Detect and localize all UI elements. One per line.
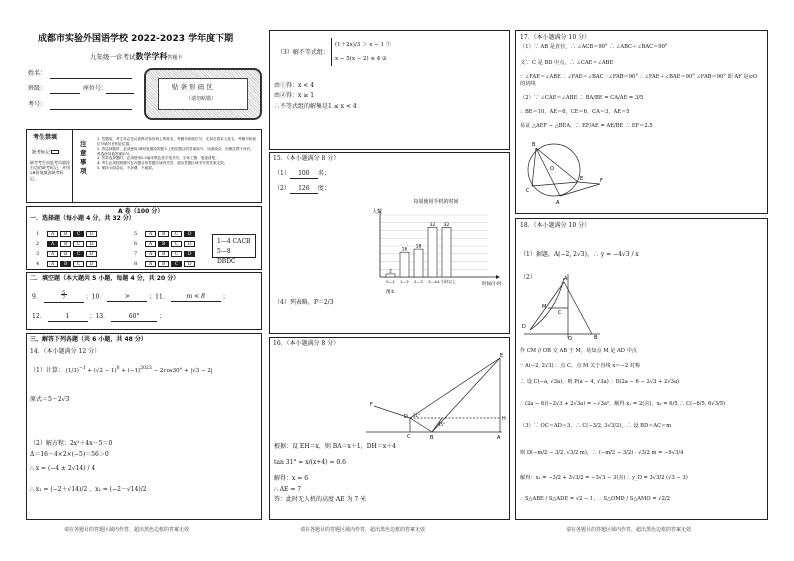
svg-text:C: C bbox=[526, 188, 530, 194]
x-axis-arrow bbox=[496, 275, 500, 279]
svg-text:B: B bbox=[430, 435, 434, 440]
attention-title: 注 意 事 项 bbox=[80, 140, 87, 176]
q17-line4: （2）∵ ∠CAE＝∠ABE ∴ BA/BE = CA/AE = 3/5 bbox=[520, 95, 644, 101]
section-b-title: 三、解答下列各题（共 6 小题，共 48 分） bbox=[30, 336, 147, 343]
bar-value-label: 18 bbox=[415, 244, 422, 250]
bar bbox=[442, 227, 451, 277]
q16-answer3: 解得：x = 6 bbox=[274, 475, 309, 482]
bar-value-label: 32 bbox=[429, 222, 436, 228]
category-label: 1—2 bbox=[400, 279, 409, 284]
mc-answer-key: 1—4 CACB 5—8 DBDC bbox=[212, 234, 256, 258]
chart-title: 每周使用手机的时间 bbox=[413, 199, 459, 205]
svg-text:H: H bbox=[502, 416, 506, 422]
q14-part2-line4: ∴ x₁ = (−2＋√14)/2 ，x₂ = (−2－√14)/2 bbox=[30, 486, 147, 493]
q17-line5: ∴ BE＝10，AE＝6，CE＝6，CA＝3，AE＝5 bbox=[520, 109, 630, 115]
q18-part2: （2） bbox=[520, 274, 536, 281]
q18-line7: 解得：x₁ = −3/2 + 3√3/2 = −3√3 − 3(舍) ∴ y_D = 3√3/2 (√3 − 3) bbox=[520, 475, 688, 481]
fill-title: 二．填空题（本大题共 5 小题，每题 4 分，共 20 分） bbox=[30, 275, 180, 282]
svg-text:F: F bbox=[600, 178, 603, 184]
svg-text:D: D bbox=[404, 414, 408, 420]
class-label: 班级： bbox=[28, 85, 47, 92]
bar bbox=[428, 227, 437, 277]
chart-ylabel: 人数 bbox=[372, 209, 383, 215]
svg-text:31°: 31° bbox=[413, 413, 421, 418]
notice-item: 1. 答题前，考生务必先认真核对条形码上的姓名、考籍号和座位号，无误后将本人姓名、考籍号和座位号填写在相应位置。 bbox=[97, 137, 257, 146]
chart-xlabel: 时间/小时 bbox=[482, 282, 502, 287]
q15-part2: （2） 126 度； bbox=[274, 185, 330, 192]
svg-text:O: O bbox=[550, 166, 554, 172]
q14-3-answer3: ∴不等式组的解集是1 ≤ x < 4 bbox=[274, 103, 357, 110]
q14-part1-answer: 原式＝5－2√3 bbox=[30, 396, 70, 403]
notice-item: 4. 考生必须按照题号在各题目的答题区域内作答，超出答题区域书写的答案无效。 bbox=[97, 161, 228, 166]
q18-line5: （3）∵ OC＝AD＝3，∴ C(−3/2, 3√3/2)，∴ 设 BD＝AC＝m bbox=[520, 423, 672, 429]
notice-item: 2. 答选择题时，必须使用2B铅笔填涂答题卡上相应题目的答案标号，如需改动，用橡皮擦干净后，再选涂其他答案标号。 bbox=[97, 146, 254, 156]
svg-text:M: M bbox=[542, 304, 547, 310]
page-title: 成都市实验外国语学校 2022-2023 学年度下期 bbox=[38, 34, 234, 44]
q18-line8: ∴ S△ABE / S△ADE = √2 − 1，∴ S△OMD / S△AMO = √2/2 bbox=[520, 496, 670, 502]
q18-part1: （1）据题，A(−2, 2√3)，∴ y = −4√3 / x bbox=[520, 251, 639, 258]
q16-figure bbox=[366, 352, 506, 440]
q16-title: 16．（本小题满分 8 分） bbox=[273, 340, 340, 347]
q15-part4: （4）列表略，P＝2/3 bbox=[274, 299, 334, 306]
seat-label: 座位号： bbox=[83, 85, 108, 92]
q14-part2: （2）解方程：2x²＋4x－5＝0 bbox=[30, 440, 113, 447]
q14-3-answer2: 由②得：x ≥ 1 bbox=[274, 92, 315, 99]
q17-line2: 又∵ C 是 BD 中点，∴ ∠CAE＝∠ABE bbox=[520, 60, 614, 66]
svg-text:B: B bbox=[594, 335, 598, 340]
barcode-note: （请勿贴错） bbox=[186, 96, 217, 102]
class-field[interactable] bbox=[50, 93, 80, 94]
fill-row-2: 12． 1 ；13． 60° ； bbox=[32, 313, 165, 320]
notice-title: 考生禁填 bbox=[33, 134, 58, 141]
seat-field[interactable] bbox=[106, 93, 134, 94]
q17-line3: ∵ ∠FAE＝∠ABE ∴ ∠FAE＝∠BAC ∵∠FAB＝90° ∴ ∠FAE＋∠BAE＝90° ∠FAB＝90° 即 AF 是⊙O 的切线 bbox=[520, 74, 758, 87]
category-label: 0—1 bbox=[386, 279, 395, 284]
q15-part1: （1） 100 名； bbox=[274, 170, 330, 177]
q14-title: 14．（本小题满分 12 分） bbox=[30, 348, 101, 355]
q14-3-answer1: 由①得：x < 4 bbox=[274, 82, 315, 89]
bar-value-label: 16 bbox=[401, 247, 408, 253]
q16-answer4: ∴ AE = 7 bbox=[274, 486, 302, 493]
q16-answer2: tan 31° = x/(x+4) ≈ 0.6 bbox=[274, 459, 346, 466]
svg-text:O: O bbox=[568, 336, 572, 340]
svg-text:45°: 45° bbox=[438, 422, 446, 427]
page-subtitle: 九年级一诊考试数学学科答题卡 bbox=[90, 51, 183, 61]
svg-text:A: A bbox=[497, 435, 501, 440]
missing-label: 缺考标记 bbox=[32, 150, 59, 156]
section-a-title: A 卷（100 分） bbox=[118, 208, 164, 215]
footer-note-1: 请在各题目的答题区域内作答，超出黑色边框的答案无效 bbox=[64, 527, 190, 533]
svg-text:E: E bbox=[500, 353, 504, 359]
footer-note-3: 请在各题目的答题区域内作答，超出黑色边框的答案无效 bbox=[566, 527, 692, 533]
notice-items bbox=[97, 137, 257, 171]
barcode-area bbox=[144, 68, 262, 120]
bubble-grid-left: 1 A B C D 2 A B C D 3 A B C D 4 A B C D bbox=[36, 229, 99, 269]
q17-figure bbox=[520, 138, 610, 206]
q18-line2: ∵ A(−2, 2√3) ∴ 点 C，点 M 关于直线 x＝−2 对称 bbox=[520, 363, 641, 369]
name-label: 姓名： bbox=[28, 70, 47, 77]
svg-text:A: A bbox=[556, 200, 560, 206]
q17-line1: （1）∵ AB 是直径，∴ ∠ACB＝90° ∴ ∠ABC＋∠BAC＝90° bbox=[520, 44, 668, 50]
q14-part2-line3: ∴ x = (−4 ± 2√14) / 4 bbox=[30, 465, 96, 472]
fill-row-1: 9． 5 7 ；10． > ；11． m < 8 ； bbox=[32, 290, 229, 301]
q18-line1: 作 CM // OB 交 AB 于 M，易知点 M 是 AD 中点 bbox=[520, 348, 637, 354]
q18-figure bbox=[520, 272, 604, 340]
chart-legend: 图② bbox=[386, 290, 395, 295]
q17-line6: 易证 △AEF ∽ △BEA，∴ EF/AE = AE/BE ∴ EF＝2.5 bbox=[520, 123, 653, 129]
missing-checkbox[interactable] bbox=[51, 150, 59, 154]
exam-number-field[interactable] bbox=[50, 109, 132, 110]
q17-title: 17．（本小题满分 10 分） bbox=[520, 34, 591, 41]
q15-title: 15．（本小题满分 8 分） bbox=[273, 155, 340, 162]
category-label: 3—4 bbox=[428, 279, 437, 284]
q18-line3: ∴ 设 C(−a, √3a)，则 P(a − 4, √3a) ∴ D(2a − 6 − 2√3 + 2√3a) bbox=[520, 379, 680, 385]
exam-number-label: 考号： bbox=[28, 101, 47, 108]
svg-text:F: F bbox=[370, 402, 373, 408]
bar bbox=[414, 249, 423, 277]
barcode-title: 贴 条 形 码 区 bbox=[172, 83, 213, 91]
bar-value-label: 32 bbox=[443, 222, 450, 228]
mc-title: 一．选择题（每小题 4 分，共 32 分） bbox=[30, 215, 135, 222]
name-field[interactable] bbox=[50, 78, 132, 79]
q14-part2-line2: Δ＝16－4×2×(−5)＝56＞0 bbox=[30, 451, 109, 458]
svg-text:C: C bbox=[407, 434, 411, 440]
svg-text:C: C bbox=[558, 310, 562, 316]
svg-text:D: D bbox=[522, 324, 526, 330]
bubble-grid-right: 5 A B C D 6 A B C D 7 A B C D 8 A B C D bbox=[134, 229, 197, 269]
bar-value-label: 2 bbox=[389, 269, 392, 275]
svg-text:A: A bbox=[564, 276, 568, 282]
q14-3-system: (1＋2x)/3 ＞ x − 1 ① x − 5(x − 2) ≤ 4 ② bbox=[331, 38, 391, 66]
q16-answer1: 根据：设 EH＝x，则 BA＝x＋1，DH＝x＋4 bbox=[274, 443, 396, 450]
q14-3-title: （3）解不等式组： bbox=[277, 49, 329, 56]
q18-line4: ∴ (2a − 6)(−2√3 + 2√3a) = −√3a²，解得 x₁ = 2(舍)，x₂ = 6/5 ∴ C(−6/5, 6√3/5) bbox=[520, 401, 726, 407]
q18-title: 18．（本小题满分 10 分） bbox=[520, 222, 591, 229]
category-label: 4 小时以上 bbox=[437, 279, 456, 284]
notice-item: 3. 答非选择题时，必须使用0.5毫米黑色签字笔书写，字体工整、笔迹清楚。 bbox=[97, 156, 219, 161]
bar bbox=[400, 252, 409, 277]
q18-line6: 则 D(−m/2 − 3/2, √3/2 m)，∴ (−m/2 − 3/2) · √3/2 m = −9√3/4 bbox=[520, 450, 684, 456]
missing-note: 缺考考生由监考员填涂右边的缺考标记，并用2B铅笔填涂缺考标记。 bbox=[30, 160, 70, 181]
footer-note-2: 请在各题目的答题区域内作答，超出黑色边框的答案无效 bbox=[300, 527, 426, 533]
category-label: 2—3 bbox=[414, 279, 423, 284]
notice-item: 5. 保持卡面清洁，不折叠、不破损。 bbox=[97, 166, 156, 171]
svg-text:B: B bbox=[532, 142, 536, 148]
q14-part1: （1）计算： $(1/3)^{-1} + (√2 - 1)^0 + (-1)^{2023} - 2\cos 30^\circ + |√3 - 2|$ bbox=[30, 366, 213, 374]
svg-text:E: E bbox=[580, 176, 584, 182]
q16-answer5: 答：此时无人机的高度 AE 为 7 米 bbox=[274, 496, 367, 503]
bar-chart bbox=[364, 195, 508, 299]
